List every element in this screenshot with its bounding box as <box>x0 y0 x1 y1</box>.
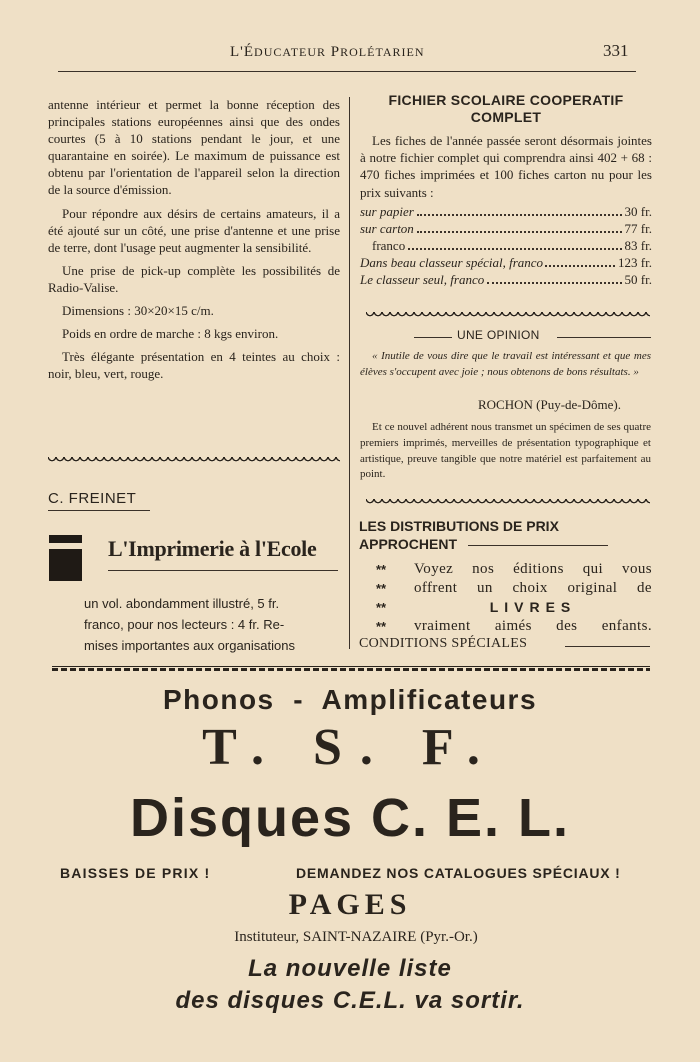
journal-title-part: L'É <box>230 44 255 60</box>
fichier-intro: Les fiches de l'année passée seront désormais jointes à notre fichier complet qui comprendra ainsi 402 + 68 : 470 fiches imprimées et 100 fiches carton nu pour les prix suivants : <box>360 133 652 200</box>
advert-nouvelle-line: des disques C.E.L. va sortir. <box>175 987 525 1014</box>
journal-title-part: ROLÉTARIEN <box>340 45 425 59</box>
price-label: sur papier <box>360 203 414 219</box>
advert-disques: Disques C. E. L. <box>129 788 571 848</box>
header-rule <box>58 71 636 72</box>
opinion-title: UNE OPINION <box>457 328 540 342</box>
advert-border <box>52 666 650 672</box>
price-label: sur carton <box>360 220 414 236</box>
list-item <box>376 598 652 617</box>
advert-baisses: BAISSES DE PRIX ! <box>60 865 211 881</box>
book-title: L'Imprimerie à l'Ecole <box>108 536 317 561</box>
book-desc-line: mises importantes aux organisations <box>84 638 295 653</box>
radio-paragraph: Très élégante présentation en 4 teintes au choix : noir, bleu, vert, rouge. <box>48 349 340 382</box>
conditions-rule <box>565 646 650 647</box>
distributions-title-line: APPROCHENT <box>359 536 458 552</box>
price-list <box>360 203 652 288</box>
distributions-title <box>359 517 559 553</box>
list-item-text: LIVRES <box>489 599 577 615</box>
asterisk-bullet: ** <box>376 619 387 634</box>
radio-paragraph: antenne intérieur et permet la bonne réception des principales stations européennes ainsi que des ondes courtes (5 à 10 stations pendant le jour, et une quarantaine en soirée). Le maximum de puissance est obtenu par l'orientation de l'appareil selon la direction de la source d'émission. <box>48 97 340 198</box>
opinion-note: Et ce nouvel adhérent nous transmet un spécimen de ses quatre premiers imprimés, merveilles de présentation typographique et artistique, preuve tangible que notre matériel est parfaitement au point. <box>360 421 651 481</box>
price-row <box>360 237 652 254</box>
book-desc-line: un vol. abondamment illustré, 5 fr. <box>84 596 280 611</box>
journal-title-part: P <box>326 44 341 60</box>
radio-paragraph: Pour répondre aux désirs de certains amateurs, il a été ajouté sur un côté, une prise d'antenne et une prise de terre, dont l'usage peut augmenter la sensibilité. <box>48 205 340 255</box>
book-description <box>84 593 340 656</box>
list-item-text: Voyez nos éditions qui vous <box>414 561 652 577</box>
advert-pages: PAGES <box>288 888 412 921</box>
price-row <box>360 220 652 237</box>
price-value: 123 fr. <box>618 254 652 270</box>
book-desc-line: franco, pour nos lecteurs : 4 fr. Re- <box>84 617 285 632</box>
opinion-quote: « Inutile de vous dire que le travail est intéressant et que mes élèves s'occupent avec joie ; nous obtenons de bons résultats. » <box>360 350 651 378</box>
opinion-rule <box>414 337 452 338</box>
list-item <box>376 579 652 598</box>
price-value: 77 fr. <box>624 220 652 236</box>
conditions-text: CONDITIONS SPÉCIALES <box>359 636 528 651</box>
book-icon <box>49 535 82 581</box>
advert-demandez: DEMANDEZ NOS CATALOGUES SPÉCIAUX ! <box>296 865 621 881</box>
advert-tsf: T. S. F. <box>202 719 498 776</box>
asterisk-bullet: ** <box>376 562 387 577</box>
advert-instituteur: Instituteur, SAINT-NAZAIRE (Pyr.-Or.) <box>234 929 478 945</box>
price-row <box>360 271 652 288</box>
asterisk-bullet: ** <box>376 581 387 596</box>
journal-title-part: DUCATEUR <box>254 45 327 59</box>
price-value: 83 fr. <box>624 237 652 253</box>
wavy-divider <box>366 312 650 320</box>
wavy-divider <box>366 499 650 507</box>
price-row <box>360 254 652 271</box>
author-name: C. FREINET <box>48 490 137 507</box>
distributions-list <box>376 560 652 636</box>
distributions-title-line: LES DISTRIBUTIONS DE PRIX <box>359 518 559 534</box>
price-label: Le classeur seul, franco <box>360 271 485 287</box>
price-row <box>360 203 652 220</box>
opinion-rule <box>557 337 651 338</box>
advert-phonos: Phonos - Amplificateurs <box>162 684 538 715</box>
list-item-text: vraiment aimés des enfants. <box>414 618 652 634</box>
price-value: 30 fr. <box>624 203 652 219</box>
author-rule <box>48 510 150 511</box>
list-item <box>376 617 652 636</box>
price-value: 50 fr. <box>624 271 652 287</box>
fichier-section <box>360 92 652 288</box>
wavy-divider <box>48 457 340 465</box>
journal-title <box>230 44 425 61</box>
list-item-text: offrent un choix original de <box>414 580 652 596</box>
advert-nouvelle-line: La nouvelle liste <box>248 955 452 982</box>
radio-paragraph: Poids en ordre de marche : 8 kgs environ. <box>62 326 279 342</box>
distributions-rule <box>468 545 608 546</box>
price-label: Dans beau classeur spécial, franco <box>360 254 544 270</box>
fichier-title-line: COMPLET <box>470 109 542 125</box>
asterisk-bullet: ** <box>376 600 387 615</box>
fichier-title-line: FICHIER SCOLAIRE COOPERATIF <box>388 92 624 108</box>
column-divider <box>349 97 350 649</box>
book-title-rule <box>108 570 338 571</box>
radio-paragraph: Une prise de pick-up complète les possibilités de Radio-Valise. <box>48 262 340 295</box>
page-number: 331 <box>603 41 629 60</box>
price-label: franco <box>372 237 406 253</box>
left-column <box>48 96 340 388</box>
opinion-author: ROCHON (Puy-de-Dôme). <box>478 397 621 412</box>
fichier-title <box>360 92 652 126</box>
radio-paragraph: Dimensions : 30×20×15 c/m. <box>62 303 214 319</box>
list-item <box>376 560 652 579</box>
